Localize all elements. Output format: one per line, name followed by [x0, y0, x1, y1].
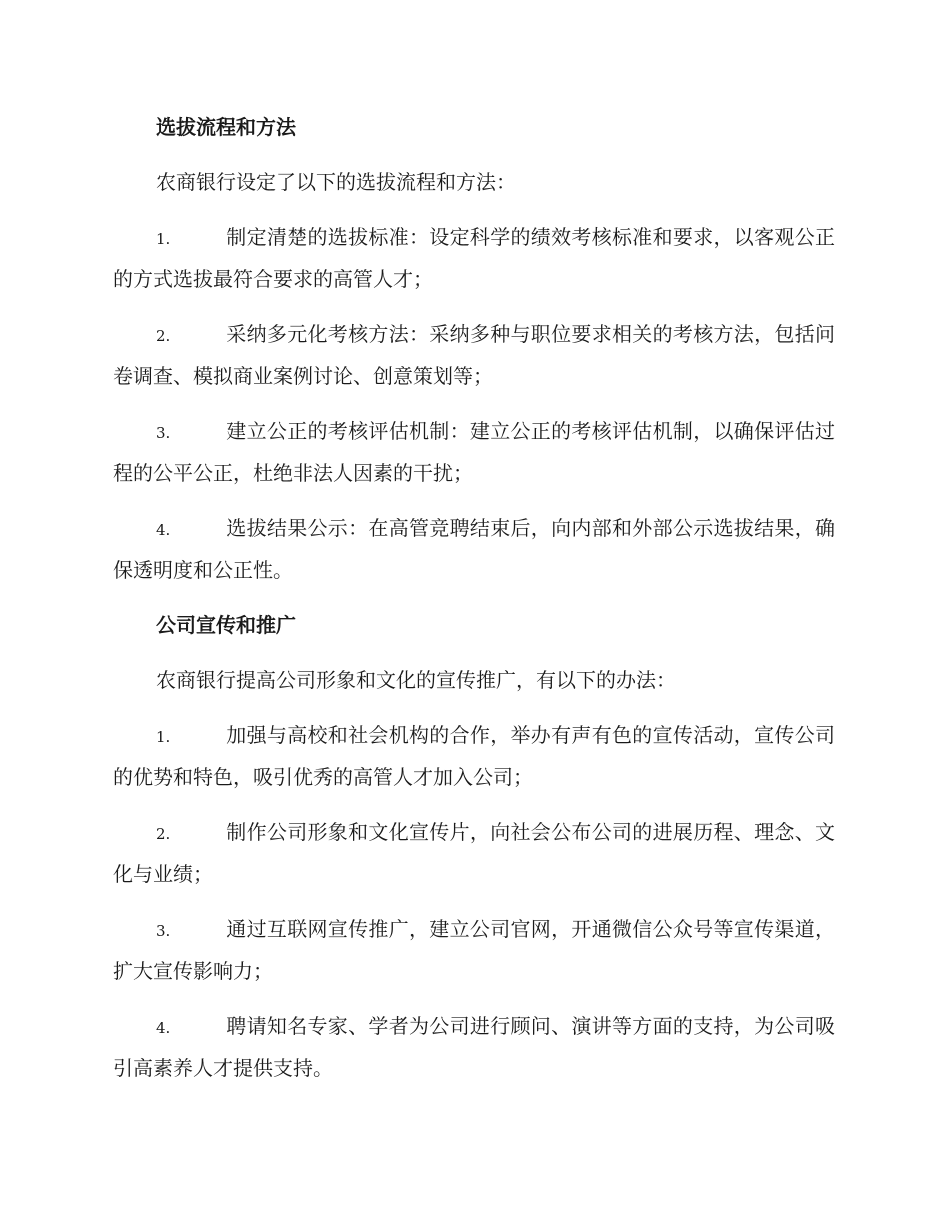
list-item-text: 建立公正的考核评估机制：建立公正的考核评估机制，以确保评估过程的公平公正，杜绝非法人因素的干扰；: [113, 419, 835, 485]
list-item: [113, 909, 835, 991]
list-item: [113, 715, 835, 797]
list-item-text: 通过互联网宣传推广，建立公司官网，开通微信公众号等宣传渠道，扩大宣传影响力；: [113, 917, 835, 983]
list-item: [113, 217, 835, 299]
list-item-number: 3.: [156, 424, 171, 442]
list-item-text: 聘请知名专家、学者为公司进行顾问、演讲等方面的支持，为公司吸引高素养人才提供支持。: [113, 1014, 835, 1080]
list-item-text: 加强与高校和社会机构的合作，举办有声有色的宣传活动，宣传公司的优势和特色，吸引优秀的高管人才加入公司；: [113, 723, 835, 789]
section-intro-company-promotion: 农商银行提高公司形象和文化的宣传推广，有以下的办法：: [156, 668, 676, 692]
section-intro-selection-process: 农商银行设定了以下的选拔流程和方法：: [156, 170, 516, 194]
list-item: [113, 812, 835, 894]
list-item-text: 制作公司形象和文化宣传片，向社会公布公司的进展历程、理念、文化与业绩；: [113, 820, 835, 886]
list-item-number: 1.: [156, 728, 171, 746]
section-heading-company-promotion: 公司宣传和推广: [156, 613, 296, 637]
list-item-text: 制定清楚的选拔标准：设定科学的绩效考核标准和要求，以客观公正的方式选拔最符合要求的高管人才；: [113, 225, 835, 291]
list-item-number: 2.: [156, 327, 171, 345]
list-item-number: 2.: [156, 825, 171, 843]
list-item: [113, 411, 835, 493]
list-item-text: 选拔结果公示：在高管竞聘结束后，向内部和外部公示选拔结果，确保透明度和公正性。: [113, 516, 835, 582]
list-item-number: 3.: [156, 922, 171, 940]
list-item-number: 4.: [156, 1019, 171, 1037]
list-item-number: 1.: [156, 230, 171, 248]
document-body: [113, 107, 835, 1103]
section-heading-selection-process: 选拔流程和方法: [156, 115, 296, 139]
list-item: [113, 1006, 835, 1088]
list-item: [113, 314, 835, 396]
list-item-number: 4.: [156, 521, 171, 539]
list-item-text: 采纳多元化考核方法：采纳多种与职位要求相关的考核方法，包括问卷调查、模拟商业案例讨论、创意策划等；: [113, 322, 835, 388]
list-item: [113, 508, 835, 590]
